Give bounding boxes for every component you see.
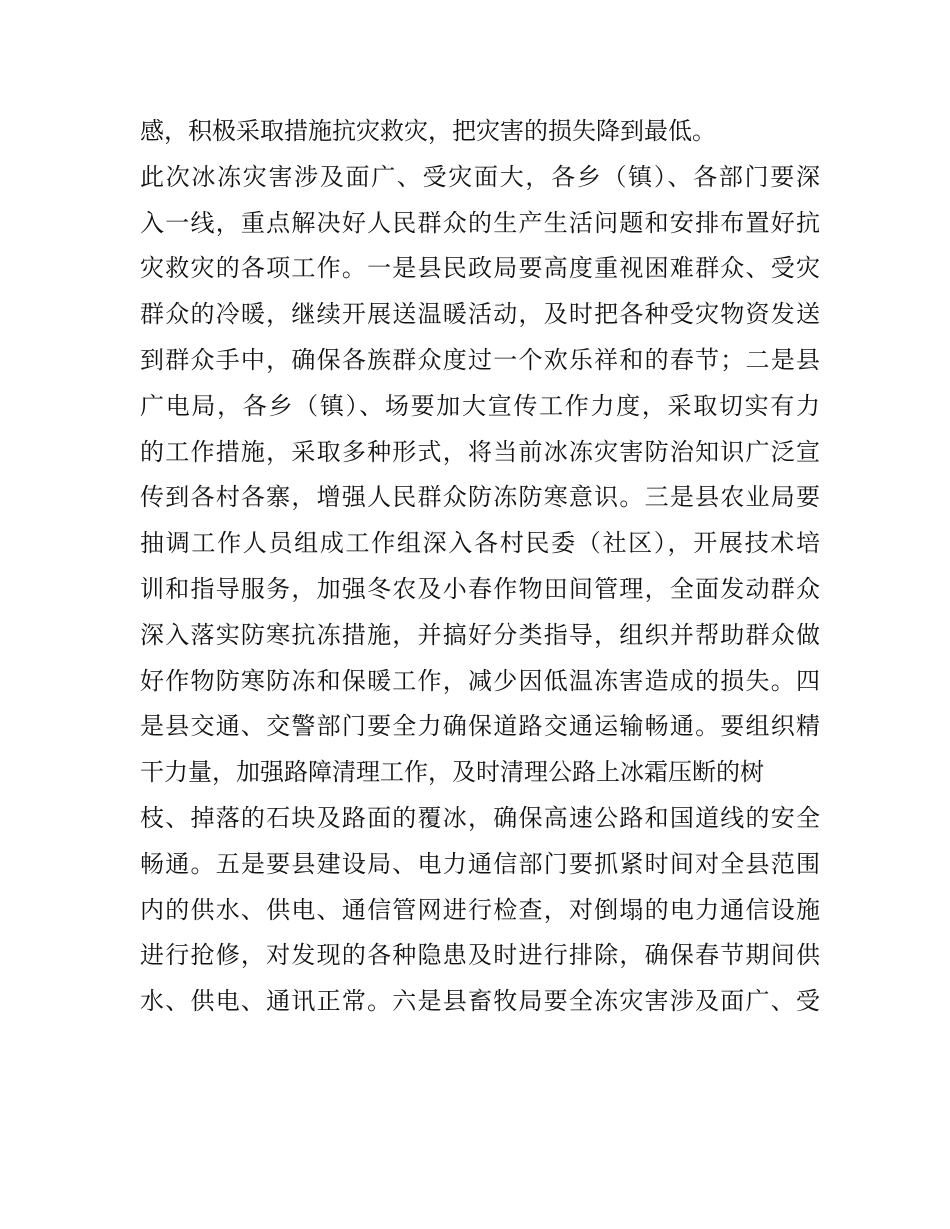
- text-line-1: 感，积极采取措施抗灾救灾，把灾害的损失降到最低。: [140, 117, 716, 145]
- text-line-3: 入一线，重点解决好人民群众的生产生活问题和安排布置好抗: [140, 208, 820, 237]
- text-line-4: 灾救灾的各项工作。一是县民政局要高度重视困难群众、受灾: [140, 254, 820, 283]
- text-line-2: 此次冰冻灾害涉及面广、受灾面大，各乡（镇）、各部门要深: [140, 162, 820, 191]
- text-line-13: 好作物防寒防冻和保暖工作，减少因低温冻害造成的损失。四: [140, 666, 820, 695]
- body-text: [140, 109, 820, 1025]
- text-line-11: 训和指导服务，加强冬农及小春作物田间管理，全面发动群众: [140, 574, 820, 603]
- text-line-18: 内的供水、供电、通信管网进行检查，对倒塌的电力通信设施: [140, 895, 820, 924]
- text-line-12: 深入落实防寒抗冻措施，并搞好分类指导，组织并帮助群众做: [140, 620, 820, 649]
- text-line-15: 干力量，加强路障清理工作，及时清理公路上冰霜压断的树: [140, 758, 764, 787]
- text-line-6: 到群众手中，确保各族群众度过一个欢乐祥和的春节；二是县: [140, 345, 820, 374]
- text-line-8: 的工作措施，采取多种形式，将当前冰冻灾害防治知识广泛宣: [140, 437, 820, 466]
- text-line-16: 枝、掉落的石块及路面的覆冰，确保高速公路和国道线的安全: [140, 803, 820, 832]
- text-line-19: 进行抢修，对发现的各种隐患及时进行排除，确保春节期间供: [140, 941, 820, 970]
- text-line-20: 水、供电、通讯正常。六是县畜牧局要全冻灾害涉及面广、受: [140, 987, 820, 1016]
- text-line-17: 畅通。五是要县建设局、电力通信部门要抓紧时间对全县范围: [140, 849, 820, 878]
- text-line-5: 群众的冷暖，继续开展送温暖活动，及时把各种受灾物资发送: [140, 300, 820, 329]
- text-line-7: 广电局，各乡（镇）、场要加大宣传工作力度，采取切实有力: [140, 391, 820, 420]
- text-line-14: 是县交通、交警部门要全力确保道路交通运输畅通。要组织精: [140, 712, 820, 741]
- text-line-9: 传到各村各寨，增强人民群众防冻防寒意识。三是县农业局要: [140, 483, 820, 512]
- text-line-10: 抽调工作人员组成工作组深入各村民委（社区），开展技术培: [140, 529, 820, 558]
